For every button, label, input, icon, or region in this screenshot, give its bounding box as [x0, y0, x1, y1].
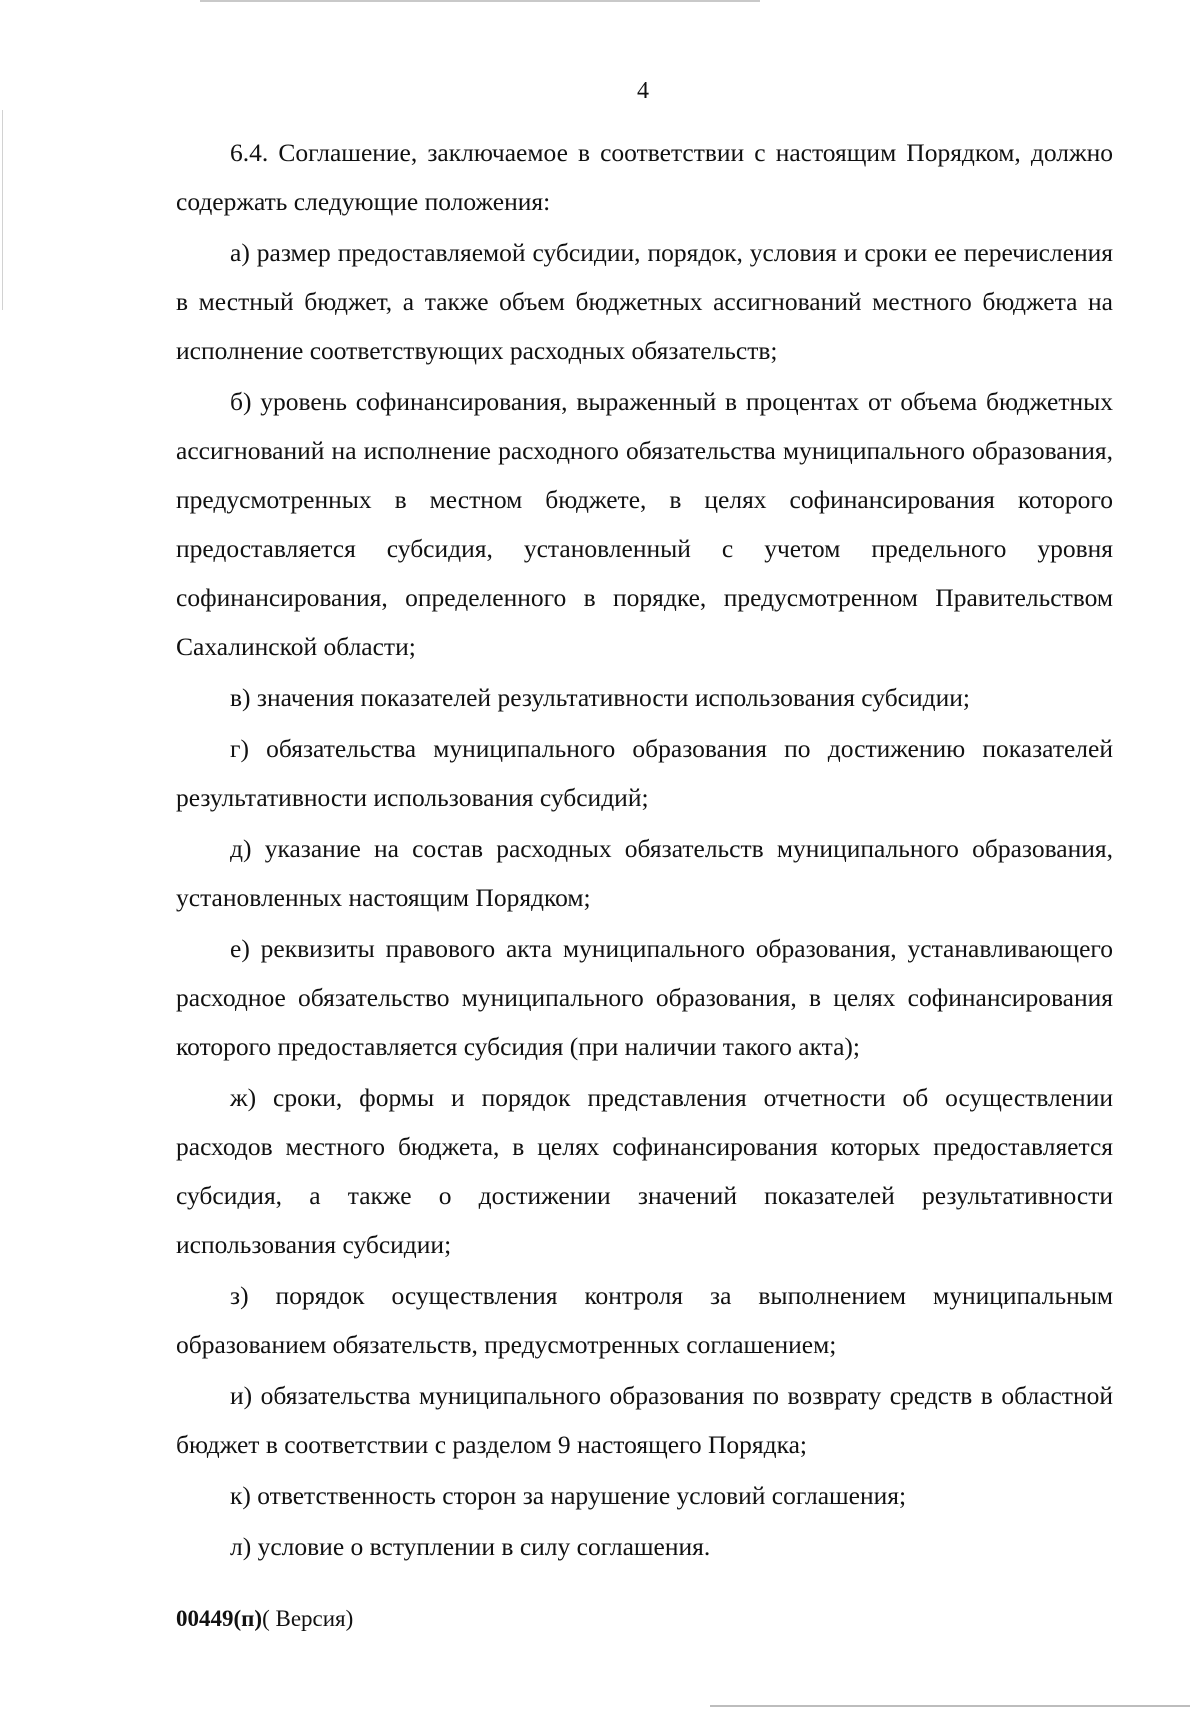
list-item-z: з) порядок осуществления контроля за выполнением муниципальным образованием обязательств, предусмотренных соглашением; — [176, 1281, 1113, 1359]
document-code: 00449(п) — [176, 1606, 263, 1631]
paragraph-6-4: 6.4. Соглашение, заключаемое в соответствии с настоящим Порядком, должно содержать следующие положения: — [176, 138, 1113, 216]
list-item-a: а) размер предоставляемой субсидии, порядок, условия и сроки ее перечисления в местный бюджет, а также объем бюджетных ассигнований местного бюджета на исполнение соответствующих расходных обязательств; — [176, 238, 1113, 365]
list-item-b: б) уровень софинансирования, выраженный в процентах от объема бюджетных ассигнований на исполнение расходного обязательства муниципального образования, предусмотренных в местном бюджете, в целях софинансирования которого предоставляется субсидия, установленный с учетом предельного уровня софинансирования, определенного в порядке, предусмотренном Правительством Сахалинской области; — [176, 387, 1113, 661]
list-item-i: и) обязательства муниципального образования по возврату средств в областной бюджет в соответствии с разделом 9 настоящего Порядка; — [176, 1381, 1113, 1459]
page-number: 4 — [637, 78, 649, 104]
document-body — [176, 128, 1113, 1573]
scan-artifact-bottom — [710, 1705, 1190, 1707]
list-item-e: е) реквизиты правового акта муниципального образования, устанавливающего расходное обязательство муниципального образования, в целях софинансирования которого предоставляется субсидия (при наличии такого акта); — [176, 934, 1113, 1061]
list-item-v: в) значения показателей результативности использования субсидии; — [230, 683, 970, 712]
document-footer — [176, 1604, 353, 1634]
list-item-d: д) указание на состав расходных обязательств муниципального образования, установленных настоящим Порядком; — [176, 834, 1113, 912]
list-item-zh: ж) сроки, формы и порядок представления отчетности об осуществлении расходов местного бюджета, в целях софинансирования которых предоставляется субсидия, а также о достижении значений показателей результативности использования субсидии; — [176, 1083, 1113, 1259]
list-item-g: г) обязательства муниципального образования по достижению показателей результативности использования субсидий; — [176, 734, 1113, 812]
list-item-l: л) условие о вступлении в силу соглашения. — [230, 1532, 711, 1561]
scan-artifact-top — [200, 0, 760, 2]
list-item-k: к) ответственность сторон за нарушение условий соглашения; — [230, 1481, 907, 1510]
document-version: ( Версия) — [262, 1606, 354, 1631]
scan-artifact-left — [2, 110, 3, 310]
